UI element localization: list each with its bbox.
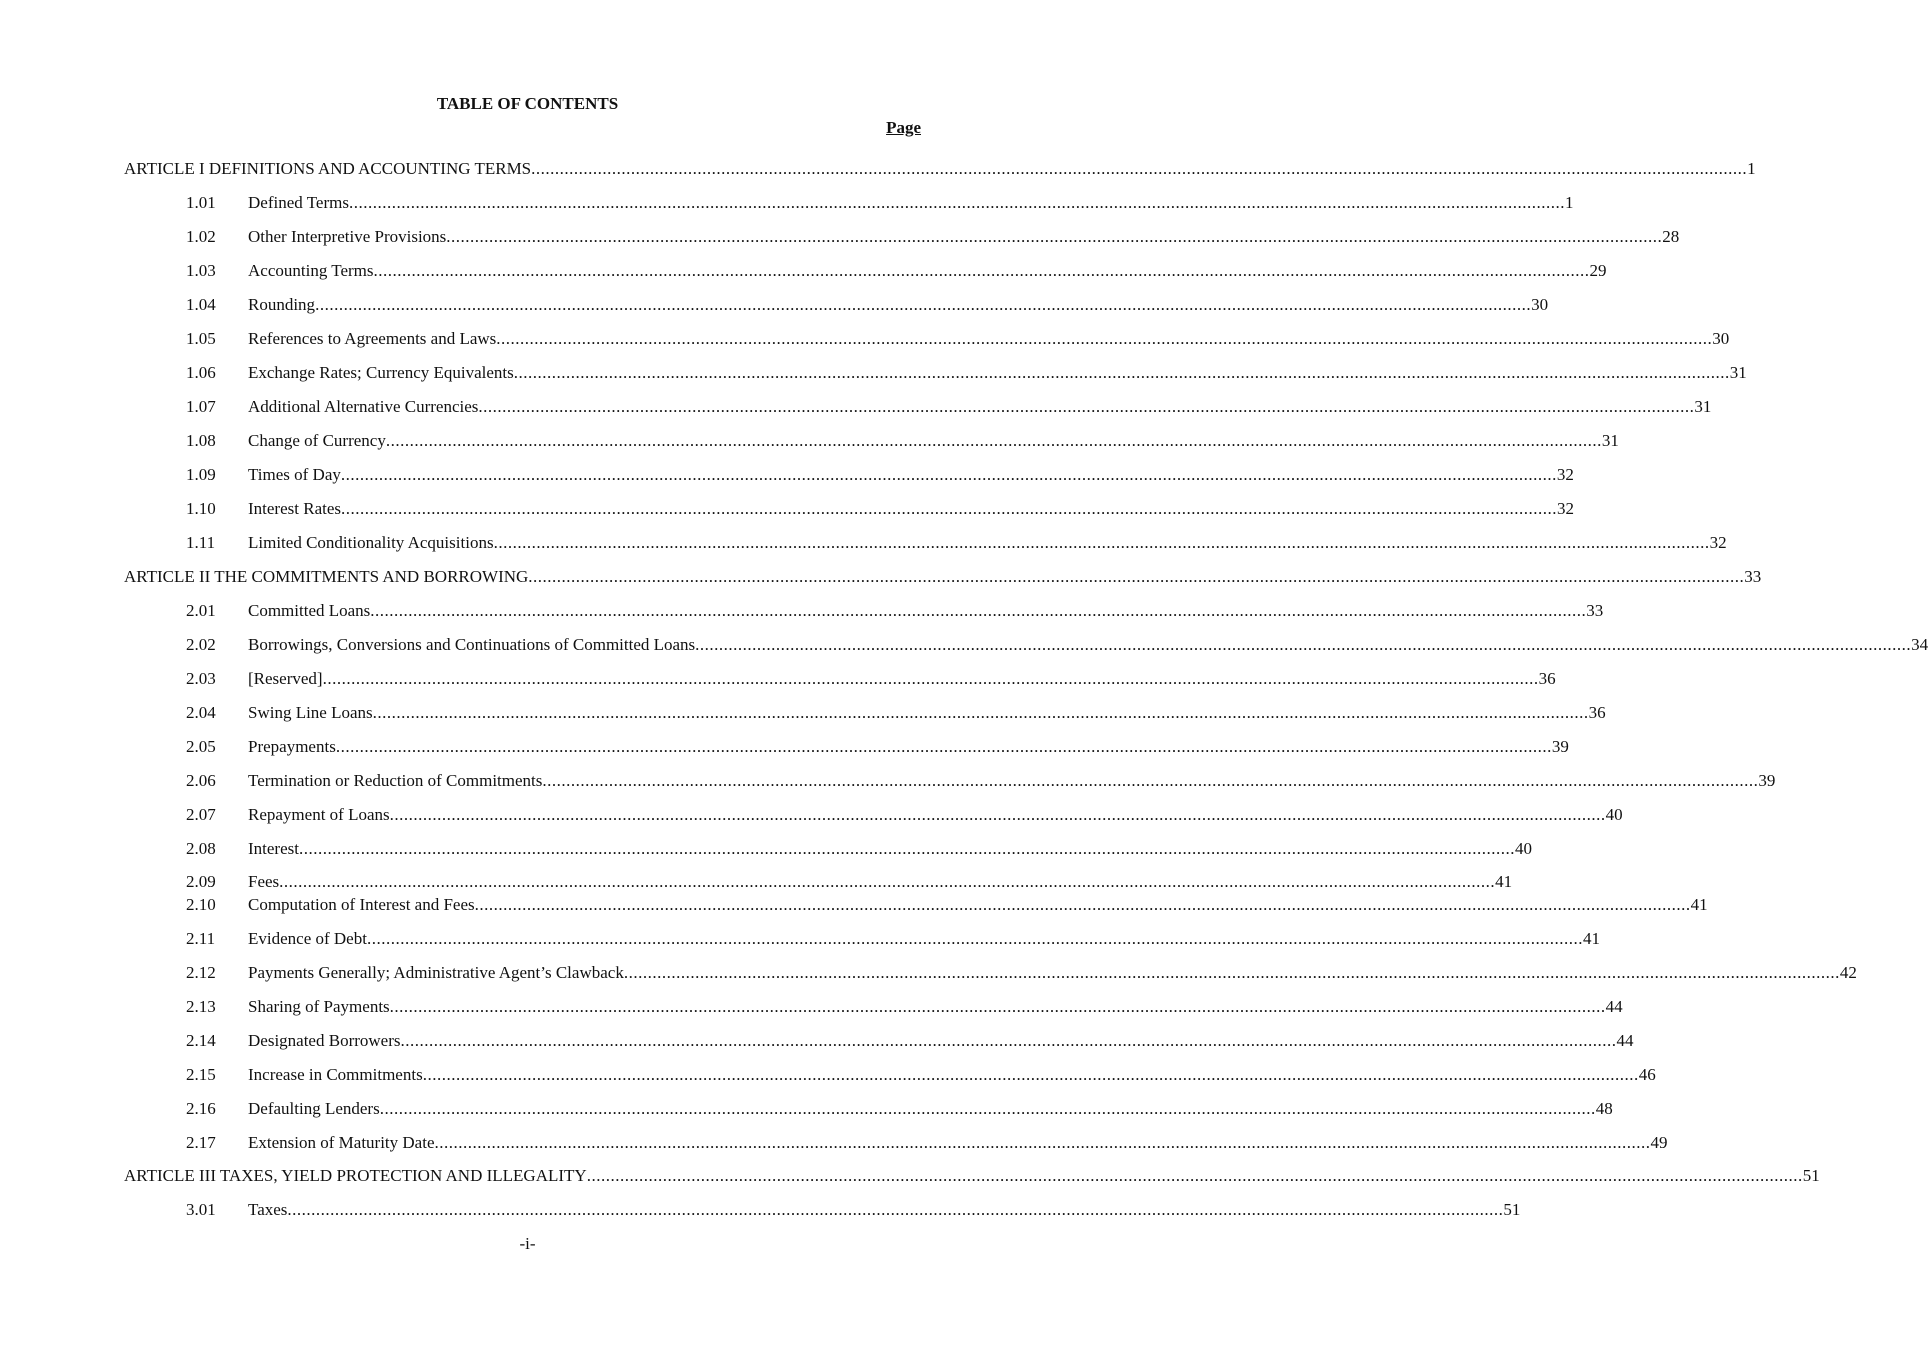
toc-section-number: 1.08 xyxy=(186,431,216,450)
toc-label: Other Interpretive Provisions xyxy=(248,227,447,246)
toc-label: Change of Currency xyxy=(248,431,386,450)
toc-section[interactable] xyxy=(124,430,1619,452)
toc-section-number: 2.15 xyxy=(186,1065,216,1084)
toc-section[interactable] xyxy=(124,1132,1668,1154)
toc-label: Increase in Commitments xyxy=(248,1065,423,1084)
toc-page-number: 30 xyxy=(1712,329,1730,348)
toc-page-number: 39 xyxy=(1758,771,1776,790)
page-column-header: Page xyxy=(886,118,921,137)
toc-section-number: 2.14 xyxy=(186,1031,216,1050)
toc-label: Exchange Rates; Currency Equivalents xyxy=(248,363,514,382)
toc-label: Defined Terms xyxy=(248,193,349,212)
toc-section-number: 2.01 xyxy=(186,601,216,620)
toc-title: TABLE OF CONTENTS xyxy=(436,94,619,113)
toc-page-number: 32 xyxy=(1557,499,1574,518)
toc-section[interactable] xyxy=(124,736,1569,758)
toc-label: Times of Day xyxy=(248,465,341,484)
toc-page-number: 49 xyxy=(1650,1133,1668,1152)
toc-section-number: 2.08 xyxy=(186,839,216,858)
toc-section[interactable] xyxy=(124,600,1604,622)
toc-page-number: 42 xyxy=(1839,963,1857,982)
toc-section[interactable] xyxy=(124,464,1574,486)
toc-label: Interest xyxy=(248,839,299,858)
toc-section[interactable] xyxy=(124,498,1574,520)
toc-section[interactable] xyxy=(124,396,1712,418)
toc-label: Evidence of Debt xyxy=(248,929,367,948)
toc-label: Additional Alternative Currencies xyxy=(248,397,479,416)
toc-section[interactable] xyxy=(124,192,1574,214)
toc-leader: ................................................................................................................................................................................................................................................................ xyxy=(513,363,1730,382)
toc-page-number: 48 xyxy=(1595,1099,1613,1118)
toc-leader: ................................................................................................................................................................................................................................................................ xyxy=(474,895,1691,914)
toc-leader: ................................................................................................................................................................................................................................................................ xyxy=(287,1200,1504,1219)
toc-leader: ................................................................................................................................................................................................................................................................ xyxy=(379,1099,1596,1118)
toc-page-number: 40 xyxy=(1605,805,1623,824)
toc-section[interactable] xyxy=(124,634,1928,656)
toc-section[interactable] xyxy=(124,532,1727,554)
toc-section-number: 1.02 xyxy=(186,227,216,246)
toc-section-number: 2.02 xyxy=(186,635,216,654)
toc-section[interactable] xyxy=(124,894,1708,916)
toc-leader: ................................................................................................................................................................................................................................................................ xyxy=(695,635,1912,654)
toc-section-number: 1.01 xyxy=(186,193,216,212)
toc-label: Defaulting Lenders xyxy=(248,1099,380,1118)
toc-label: Termination or Reduction of Commitments xyxy=(248,771,543,790)
toc-section-number: 2.03 xyxy=(186,669,216,688)
toc-article-2[interactable] xyxy=(124,566,1762,588)
toc-leader: ................................................................................................................................................................................................................................................................ xyxy=(315,295,1532,314)
toc-section[interactable] xyxy=(124,294,1549,316)
toc-section[interactable] xyxy=(124,1199,1521,1221)
toc-section-number: 2.04 xyxy=(186,703,216,722)
toc-page-number: 31 xyxy=(1729,363,1747,382)
toc-label: Repayment of Loans xyxy=(248,805,390,824)
toc-label: ARTICLE III TAXES, YIELD PROTECTION AND ILLEGALITY xyxy=(124,1166,587,1185)
toc-leader: ................................................................................................................................................................................................................................................................ xyxy=(335,737,1552,756)
toc-section-number: 1.03 xyxy=(186,261,216,280)
toc-label: ARTICLE II THE COMMITMENTS AND BORROWING xyxy=(124,567,529,586)
toc-section[interactable] xyxy=(124,362,1747,384)
toc-section[interactable] xyxy=(124,226,1680,248)
toc-page-number: 41 xyxy=(1690,895,1708,914)
toc-section-number: 2.11 xyxy=(186,929,216,948)
toc-leader: ................................................................................................................................................................................................................................................................ xyxy=(341,499,1557,518)
toc-page-number: 44 xyxy=(1605,997,1623,1016)
toc-section-number: 1.05 xyxy=(186,329,216,348)
toc-section-number: 1.11 xyxy=(186,533,216,552)
toc-label: Payments Generally; Administrative Agent’s Clawback xyxy=(248,963,624,982)
toc-section-number: 2.07 xyxy=(186,805,216,824)
toc-page-number: 33 xyxy=(1586,601,1604,620)
toc-leader: ................................................................................................................................................................................................................................................................ xyxy=(322,669,1539,688)
toc-page-number: 1 xyxy=(1747,159,1756,178)
toc-section[interactable] xyxy=(124,871,1513,893)
toc-leader: ................................................................................................................................................................................................................................................................ xyxy=(340,465,1557,484)
toc-leader: ................................................................................................................................................................................................................................................................ xyxy=(373,261,1590,280)
toc-leader: ................................................................................................................................................................................................................................................................ xyxy=(623,963,1840,982)
toc-label: [Reserved] xyxy=(248,669,323,688)
toc-page-number: 46 xyxy=(1638,1065,1656,1084)
toc-leader: ................................................................................................................................................................................................................................................................ xyxy=(389,997,1606,1016)
toc-section-number: 1.07 xyxy=(186,397,216,416)
toc-section-number: 1.09 xyxy=(186,465,216,484)
toc-leader: ................................................................................................................................................................................................................................................................ xyxy=(446,227,1663,246)
toc-label: Prepayments xyxy=(248,737,336,756)
toc-section[interactable] xyxy=(124,1064,1656,1086)
toc-section-number: 2.12 xyxy=(186,963,216,982)
toc-section-number: 3.01 xyxy=(186,1200,216,1219)
toc-label: Fees xyxy=(248,872,280,891)
toc-page-number: 51 xyxy=(1802,1166,1820,1185)
toc-label: References to Agreements and Laws xyxy=(248,329,497,348)
toc-section[interactable] xyxy=(124,804,1623,826)
toc-label: Limited Conditionality Acquisitions xyxy=(248,533,494,552)
toc-page-number: 32 xyxy=(1556,465,1574,484)
toc-section[interactable] xyxy=(124,770,1776,792)
toc-leader: ................................................................................................................................................................................................................................................................ xyxy=(493,533,1710,552)
toc-leader: ................................................................................................................................................................................................................................................................ xyxy=(298,839,1515,858)
toc-article-3[interactable] xyxy=(124,1165,1820,1187)
toc-page-number: 39 xyxy=(1551,737,1569,756)
toc-page-number: 41 xyxy=(1582,929,1600,948)
toc-page-number: 30 xyxy=(1531,295,1549,314)
toc-page-number: 32 xyxy=(1709,533,1727,552)
toc-section-number: 2.16 xyxy=(186,1099,216,1118)
toc-section[interactable] xyxy=(124,260,1607,282)
toc-page-number: 33 xyxy=(1744,567,1762,586)
toc-section[interactable] xyxy=(124,668,1556,690)
toc-leader: ................................................................................................................................................................................................................................................................ xyxy=(370,601,1587,620)
toc-label: Committed Loans xyxy=(248,601,371,620)
toc-page-number: 44 xyxy=(1616,1031,1634,1050)
toc-leader: ................................................................................................................................................................................................................................................................ xyxy=(372,703,1589,722)
toc-section-number: 1.10 xyxy=(186,499,216,518)
toc-section[interactable] xyxy=(124,1098,1613,1120)
toc-leader: ................................................................................................................................................................................................................................................................ xyxy=(422,1065,1639,1084)
toc-section[interactable] xyxy=(124,962,1857,984)
toc-page-number: 28 xyxy=(1662,227,1680,246)
toc-label: Sharing of Payments xyxy=(248,997,390,1016)
toc-page-number: 36 xyxy=(1538,669,1556,688)
toc-label: Swing Line Loans xyxy=(248,703,373,722)
toc-section[interactable] xyxy=(124,928,1600,950)
toc-leader: ................................................................................................................................................................................................................................................................ xyxy=(528,567,1745,586)
toc-section[interactable] xyxy=(124,1030,1634,1052)
toc-leader: ................................................................................................................................................................................................................................................................ xyxy=(478,397,1695,416)
toc-page-number: 41 xyxy=(1495,872,1513,891)
toc-leader: ................................................................................................................................................................................................................................................................ xyxy=(531,159,1748,178)
toc-label: Interest Rates xyxy=(248,499,341,518)
toc-label: Rounding xyxy=(248,295,316,314)
toc-page-number: 31 xyxy=(1601,431,1619,450)
toc-leader: ................................................................................................................................................................................................................................................................ xyxy=(400,1031,1617,1050)
toc-section[interactable] xyxy=(124,702,1606,724)
toc-section-number: 2.05 xyxy=(186,737,216,756)
toc-section-number: 1.06 xyxy=(186,363,216,382)
toc-leader: ................................................................................................................................................................................................................................................................ xyxy=(348,193,1565,212)
toc-page-number: 36 xyxy=(1588,703,1606,722)
toc-label: Borrowings, Conversions and Continuations of Committed Loans xyxy=(248,635,696,654)
toc-section[interactable] xyxy=(124,838,1532,860)
toc-page-number: 1 xyxy=(1564,193,1574,212)
toc-label: Computation of Interest and Fees xyxy=(248,895,475,914)
toc-leader: ................................................................................................................................................................................................................................................................ xyxy=(279,872,1496,891)
toc-section-number: 2.17 xyxy=(186,1133,216,1152)
toc-section-number: 2.09 xyxy=(186,872,216,891)
toc-section-number: 2.10 xyxy=(186,895,216,914)
toc-page-number: 51 xyxy=(1503,1200,1521,1219)
toc-page-number: 31 xyxy=(1694,397,1712,416)
toc-label: Taxes xyxy=(248,1200,288,1219)
toc-label: ARTICLE I DEFINITIONS AND ACCOUNTING TERMS xyxy=(124,159,532,178)
toc-label: Designated Borrowers xyxy=(248,1031,401,1050)
toc-leader: ................................................................................................................................................................................................................................................................ xyxy=(496,329,1713,348)
toc-label: Extension of Maturity Date xyxy=(248,1133,435,1152)
toc-leader: ................................................................................................................................................................................................................................................................ xyxy=(366,929,1583,948)
toc-page-number: 29 xyxy=(1589,261,1607,280)
toc-leader: ................................................................................................................................................................................................................................................................ xyxy=(542,771,1759,790)
toc-article-1[interactable] xyxy=(124,158,1756,180)
toc-label: Accounting Terms xyxy=(248,261,374,280)
toc-leader: ................................................................................................................................................................................................................................................................ xyxy=(385,431,1602,450)
toc-section-number: 1.04 xyxy=(186,295,216,314)
page-footer-number: -i- xyxy=(519,1234,536,1253)
toc-page-number: 40 xyxy=(1514,839,1532,858)
toc-section[interactable] xyxy=(124,996,1623,1018)
toc-leader: ................................................................................................................................................................................................................................................................ xyxy=(586,1166,1803,1185)
toc-leader: ................................................................................................................................................................................................................................................................ xyxy=(434,1133,1651,1152)
toc-page-number: 34 xyxy=(1911,635,1928,654)
toc-leader: ................................................................................................................................................................................................................................................................ xyxy=(389,805,1606,824)
toc-section-number: 2.13 xyxy=(186,997,216,1016)
toc-section-number: 2.06 xyxy=(186,771,216,790)
toc-section[interactable] xyxy=(124,328,1730,350)
